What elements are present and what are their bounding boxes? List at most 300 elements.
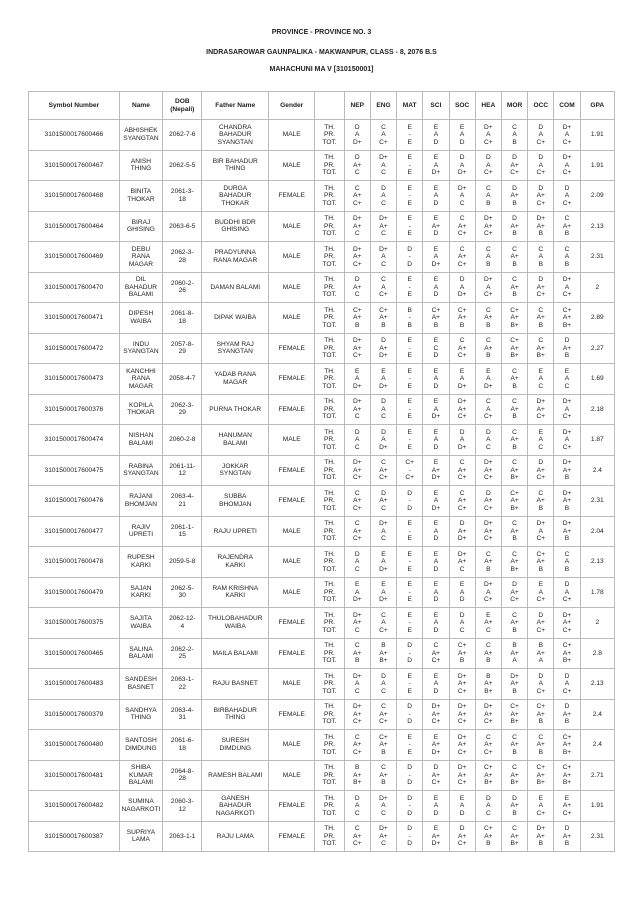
grade-value: A+ xyxy=(353,222,362,230)
student-row xyxy=(29,425,615,456)
grade-value: C+ xyxy=(431,306,441,314)
grade-value: D+ xyxy=(510,672,519,680)
grade-cell xyxy=(528,547,554,578)
grade-value: B xyxy=(564,260,570,268)
dob-line: 2061-6- xyxy=(170,737,194,745)
gender-cell: MALE xyxy=(269,516,315,547)
row-type-label: PR. xyxy=(324,771,336,779)
grade-cell xyxy=(475,547,501,578)
dob-line: 18 xyxy=(178,195,186,203)
row-type-label: TH. xyxy=(324,703,335,710)
grade-value: A+ xyxy=(484,619,493,626)
row-type-labels xyxy=(315,272,344,303)
grade-value: B xyxy=(486,260,491,268)
grade-cell xyxy=(449,547,475,578)
grade-value: C+ xyxy=(536,626,546,634)
grade-value: E xyxy=(407,535,412,542)
grade-value: D+ xyxy=(562,459,572,466)
grade-value: D+ xyxy=(562,428,572,436)
row-type-labels xyxy=(315,516,344,547)
grade-value: E xyxy=(381,550,386,558)
dob-cell xyxy=(163,242,202,273)
grade-value: A xyxy=(381,253,386,260)
gpa-cell: 2.04 xyxy=(580,516,614,547)
grade-cell xyxy=(475,760,501,791)
grade-value: A xyxy=(459,375,465,382)
grade-value: B xyxy=(381,748,386,756)
grade-value: A+ xyxy=(431,649,441,657)
grade-value: C xyxy=(512,276,517,283)
grade-value: B xyxy=(538,642,543,649)
grade-value: - xyxy=(408,131,411,138)
father-name-line: RAJU BASNET xyxy=(212,680,258,687)
grade-value: E xyxy=(407,748,412,756)
grade-value: A+ xyxy=(510,588,519,596)
dob-cell xyxy=(163,638,202,669)
dob-line: 31 xyxy=(178,714,186,722)
student-name-line: SYANGTAN xyxy=(123,134,159,142)
grade-value: A+ xyxy=(484,741,493,748)
grade-value: A+ xyxy=(484,497,493,504)
grade-cell xyxy=(370,760,396,791)
grade-cell xyxy=(475,730,501,761)
grade-value: B xyxy=(486,352,491,359)
grade-cell xyxy=(397,211,423,242)
grade-value: A+ xyxy=(353,192,362,199)
grade-cell xyxy=(344,333,370,364)
row-type-label: TH. xyxy=(324,825,335,832)
grade-cell xyxy=(344,425,370,456)
symbol-number: 3101500017600472 xyxy=(29,333,120,364)
grade-cell xyxy=(423,547,449,578)
grade-cell xyxy=(344,486,370,517)
grade-value: B xyxy=(407,306,412,314)
student-name xyxy=(119,394,162,425)
grade-value: D+ xyxy=(457,184,467,192)
grade-value: C xyxy=(354,184,360,192)
grade-cell xyxy=(528,272,554,303)
grade-value: A xyxy=(459,192,465,199)
grade-value: B xyxy=(486,657,491,664)
grade-value: D+ xyxy=(457,443,467,451)
grade-cell xyxy=(449,272,475,303)
row-type-labels xyxy=(315,608,344,639)
row-type-label: TH. xyxy=(324,306,335,314)
row-type-label: PR. xyxy=(324,436,336,443)
grade-value: A xyxy=(433,558,439,565)
grade-value: D+ xyxy=(484,215,493,222)
row-type-label: PR. xyxy=(324,192,336,199)
grade-cell xyxy=(423,699,449,730)
row-type-label: TOT. xyxy=(322,138,337,146)
student-name xyxy=(119,730,162,761)
dob-line: 2063-6-5 xyxy=(169,222,196,230)
father-name xyxy=(202,516,269,547)
grade-cell xyxy=(370,211,396,242)
dob-line: 2061-11- xyxy=(169,462,196,470)
grade-cell xyxy=(528,699,554,730)
grade-value: D+ xyxy=(352,398,362,405)
grade-value: A+ xyxy=(510,771,519,779)
grade-value: A xyxy=(486,405,491,413)
grade-cell xyxy=(344,364,370,395)
grade-value: A xyxy=(381,405,386,413)
grade-cell xyxy=(344,699,370,730)
grade-value: C+ xyxy=(562,596,572,603)
symbol-number: 3101500017600471 xyxy=(29,303,120,334)
dob-line: 18 xyxy=(178,744,186,752)
grade-value: D+ xyxy=(352,611,362,619)
dob-line: 25 xyxy=(178,653,186,661)
dob-line: 18 xyxy=(178,317,186,325)
grade-value: C+ xyxy=(536,550,546,558)
grade-cell xyxy=(528,638,554,669)
grade-value: B+ xyxy=(484,687,493,695)
student-name-line: BASNET xyxy=(127,683,155,691)
grade-cell xyxy=(475,333,501,364)
grade-value: A+ xyxy=(484,344,493,352)
grade-value: B xyxy=(564,535,570,542)
grade-value: D xyxy=(407,718,413,725)
student-name xyxy=(119,699,162,730)
grade-value: C xyxy=(381,123,386,131)
grade-value: C xyxy=(538,489,544,497)
grade-cell xyxy=(449,791,475,822)
grade-value: A+ xyxy=(379,771,388,779)
dob-line: 2062-5- xyxy=(170,584,194,592)
grade-value: D xyxy=(381,428,386,436)
grade-value: E xyxy=(538,428,543,436)
grade-cell xyxy=(528,150,554,181)
grade-cell xyxy=(449,394,475,425)
row-type-label: TH. xyxy=(324,550,335,558)
grade-cell xyxy=(397,547,423,578)
student-name-line: ABHISHEK xyxy=(124,127,158,135)
row-type-labels xyxy=(315,242,344,273)
grade-cell xyxy=(397,242,423,273)
grade-value: - xyxy=(408,710,411,718)
father-name-line: RAJENDRA xyxy=(217,554,253,562)
grade-value: A+ xyxy=(458,253,467,260)
grade-cell xyxy=(501,425,527,456)
grade-value: D xyxy=(354,550,360,558)
gpa-cell: 2 xyxy=(580,608,614,639)
grade-cell xyxy=(554,608,580,639)
grade-value: E xyxy=(433,520,439,527)
gpa-cell: 2.31 xyxy=(580,821,614,852)
grade-value: A xyxy=(381,558,386,565)
grade-value: C xyxy=(512,520,517,527)
gender-cell: FEMALE xyxy=(269,486,315,517)
grade-cell xyxy=(554,394,580,425)
grade-value: A xyxy=(486,588,491,596)
dob-cell xyxy=(163,699,202,730)
grade-cell xyxy=(423,394,449,425)
grade-value: A+ xyxy=(458,741,467,748)
symbol-number: 3101500017600379 xyxy=(29,699,120,730)
student-name-line: THING xyxy=(130,714,152,722)
student-row xyxy=(29,547,615,578)
grade-value: C xyxy=(459,199,465,207)
student-name xyxy=(119,364,162,395)
grade-value: D xyxy=(538,672,544,680)
row-type-labels xyxy=(315,730,344,761)
student-name-line: RANA xyxy=(131,253,151,260)
row-type-label: TOT. xyxy=(322,230,337,237)
dob-cell xyxy=(163,394,202,425)
row-type-label: TH. xyxy=(324,642,335,649)
grade-value: B xyxy=(512,291,517,298)
grade-value: C+ xyxy=(484,474,493,481)
grade-value: A xyxy=(381,802,386,809)
row-type-label: PR. xyxy=(324,314,336,321)
father-name-line: PRADYUNNA xyxy=(214,249,256,257)
gender-cell: MALE xyxy=(269,425,315,456)
father-name-line: THING xyxy=(224,714,246,722)
grade-value: B+ xyxy=(510,321,519,329)
symbol-number: 3101500017600482 xyxy=(29,791,120,822)
grade-cell xyxy=(344,547,370,578)
grade-value: C xyxy=(512,428,517,436)
gpa-cell: 2.18 xyxy=(580,394,614,425)
grade-cell xyxy=(344,516,370,547)
gender-cell: MALE xyxy=(269,120,315,151)
grade-value: A xyxy=(459,436,465,443)
grade-cell xyxy=(423,791,449,822)
grade-value: C+ xyxy=(352,306,362,314)
grade-cell xyxy=(475,272,501,303)
grade-value: D xyxy=(407,779,413,786)
grade-value: A xyxy=(381,619,386,626)
student-name-line: BALAMI xyxy=(128,439,154,447)
grade-value: D+ xyxy=(352,596,362,603)
grade-value: A+ xyxy=(353,649,362,657)
symbol-number: 3101500017600481 xyxy=(29,760,120,791)
grade-cell xyxy=(397,364,423,395)
grade-value: D xyxy=(538,123,544,131)
grade-cell xyxy=(449,455,475,486)
father-name-line: RANA MAGAR xyxy=(213,256,258,264)
grade-value: C xyxy=(381,260,386,268)
father-name-line: BHOMJAN xyxy=(219,500,252,508)
grade-value: A+ xyxy=(536,222,545,230)
grade-value: C+ xyxy=(484,230,493,237)
dob-line: 2063-4- xyxy=(170,493,194,501)
grade-value: A+ xyxy=(536,741,545,748)
grade-value: D+ xyxy=(379,443,388,451)
grade-value: E xyxy=(564,367,570,375)
gpa-cell: 2.4 xyxy=(580,455,614,486)
grade-cell xyxy=(528,120,554,151)
grade-value: A+ xyxy=(484,710,493,718)
grade-value: C xyxy=(381,764,386,771)
grade-value: D+ xyxy=(431,840,441,847)
father-name-line: RAJU LAMA xyxy=(216,832,254,840)
grade-value: E xyxy=(407,550,412,558)
grade-value: C xyxy=(538,306,544,314)
grade-value: C+ xyxy=(562,443,572,451)
dob-cell xyxy=(163,120,202,151)
student-name-line: NAGARKOTI xyxy=(121,805,161,813)
dob-line: 28 xyxy=(178,775,186,783)
student-name xyxy=(119,821,162,852)
row-type-label: TH. xyxy=(324,337,335,344)
student-name xyxy=(119,577,162,608)
gender-cell: FEMALE xyxy=(269,364,315,395)
grade-value: B xyxy=(512,138,517,146)
gpa-cell: 1.91 xyxy=(580,791,614,822)
grade-value: E xyxy=(538,581,543,588)
father-name-line: BAHADUR xyxy=(219,802,252,809)
grade-value: D+ xyxy=(457,703,467,710)
row-type-label: PR. xyxy=(324,680,336,687)
grade-value: D+ xyxy=(457,672,467,680)
student-name-line: SAJAN xyxy=(130,584,152,592)
row-type-label: TOT. xyxy=(322,626,337,634)
father-name xyxy=(202,638,269,669)
grade-cell xyxy=(370,272,396,303)
student-name-line: BALAMI xyxy=(128,779,154,786)
grade-value: D+ xyxy=(379,794,388,802)
grade-value: E xyxy=(407,138,412,146)
grade-value: D+ xyxy=(431,169,441,176)
father-name xyxy=(202,394,269,425)
grade-value: C+ xyxy=(536,138,546,146)
grade-value: D+ xyxy=(379,382,388,390)
grade-cell xyxy=(475,211,501,242)
grade-cell xyxy=(554,730,580,761)
grade-cell xyxy=(423,577,449,608)
student-name-line: BAHADUR xyxy=(124,283,158,291)
grade-cell xyxy=(423,211,449,242)
student-name-line: SANDESH xyxy=(125,676,157,684)
grade-value: A+ xyxy=(484,222,493,230)
grade-value: B xyxy=(355,657,360,664)
grade-value: A xyxy=(433,405,439,413)
father-name xyxy=(202,699,269,730)
grade-cell xyxy=(528,455,554,486)
student-name-line: RANA xyxy=(131,375,151,382)
student-name xyxy=(119,608,162,639)
grade-value: D xyxy=(354,123,360,131)
grade-value: D xyxy=(459,809,465,817)
grade-value: C+ xyxy=(457,840,467,847)
grade-value: D+ xyxy=(379,520,388,527)
grade-value: A xyxy=(538,680,543,687)
grade-value: A+ xyxy=(353,283,362,291)
grade-cell xyxy=(501,181,527,212)
grade-value: - xyxy=(408,527,411,535)
row-type-label: PR. xyxy=(324,253,336,260)
grade-cell xyxy=(554,242,580,273)
gender-cell: FEMALE xyxy=(269,181,315,212)
grade-value: A xyxy=(486,192,491,199)
grade-value: C+ xyxy=(457,306,467,314)
grade-value: D+ xyxy=(431,504,441,512)
grade-cell xyxy=(370,608,396,639)
grade-value: A+ xyxy=(510,253,519,260)
grade-value: A xyxy=(538,436,543,443)
grade-value: A xyxy=(538,375,543,382)
symbol-number: 3101500017600464 xyxy=(29,211,120,242)
row-type-label: PR. xyxy=(324,802,336,809)
grade-value: B xyxy=(512,199,517,207)
col-subject: SCI xyxy=(423,92,449,120)
grade-cell xyxy=(449,303,475,334)
grade-value: A xyxy=(381,680,386,687)
grade-cell xyxy=(397,394,423,425)
grade-cell xyxy=(344,272,370,303)
dob-cell xyxy=(163,425,202,456)
grade-value: C xyxy=(354,413,360,420)
grade-value: D xyxy=(459,428,465,436)
grade-cell xyxy=(554,120,580,151)
grade-value: C+ xyxy=(562,413,572,420)
grade-value: A+ xyxy=(353,466,362,474)
row-type-label: TOT. xyxy=(322,596,337,603)
grade-value: A+ xyxy=(431,222,441,230)
grade-cell xyxy=(554,516,580,547)
grade-cell xyxy=(370,181,396,212)
dob-line: 2062-12- xyxy=(169,615,196,623)
student-name-line: DIPESH xyxy=(128,310,154,318)
grade-value: A+ xyxy=(458,497,467,504)
grade-cell xyxy=(475,638,501,669)
row-type-label: TOT. xyxy=(322,321,337,329)
row-type-label: PR. xyxy=(324,222,336,230)
grade-value: E xyxy=(433,154,439,161)
grade-cell xyxy=(423,730,449,761)
grade-value: A+ xyxy=(536,771,545,779)
grade-value: A+ xyxy=(379,466,388,474)
row-type-label: TH. xyxy=(324,733,335,741)
grade-value: E xyxy=(433,459,439,466)
grade-value: C+ xyxy=(457,687,467,695)
grade-value: A+ xyxy=(484,558,493,565)
grade-value: C+ xyxy=(562,687,572,695)
grade-cell xyxy=(397,455,423,486)
grade-cell xyxy=(397,272,423,303)
grade-value: D xyxy=(459,154,465,161)
student-name-line: MAGAR xyxy=(128,260,154,268)
grade-value: C+ xyxy=(457,352,467,359)
grade-value: A+ xyxy=(536,497,545,504)
dob-cell xyxy=(163,760,202,791)
grade-value: A+ xyxy=(510,802,519,809)
grade-value: C xyxy=(538,382,544,390)
student-name-line: RAJIV xyxy=(131,523,151,531)
grade-cell xyxy=(423,760,449,791)
grade-cell xyxy=(449,730,475,761)
grade-value: A xyxy=(433,436,439,443)
grade-value: A xyxy=(433,588,439,596)
row-type-label: TOT. xyxy=(322,840,337,847)
grade-cell xyxy=(501,608,527,639)
student-row xyxy=(29,303,615,334)
grade-value: A xyxy=(538,802,543,809)
grade-value: A+ xyxy=(458,771,467,779)
grade-value: - xyxy=(408,832,411,840)
grade-value: A+ xyxy=(353,771,362,779)
father-name-line: NAGARKOTI xyxy=(215,809,255,817)
grade-value: D xyxy=(433,596,439,603)
grade-value: E xyxy=(355,367,360,375)
grade-cell xyxy=(554,791,580,822)
grade-value: A xyxy=(433,131,439,138)
student-name-line: KARKI xyxy=(131,592,151,600)
grade-value: A+ xyxy=(458,558,467,565)
grade-cell xyxy=(449,699,475,730)
